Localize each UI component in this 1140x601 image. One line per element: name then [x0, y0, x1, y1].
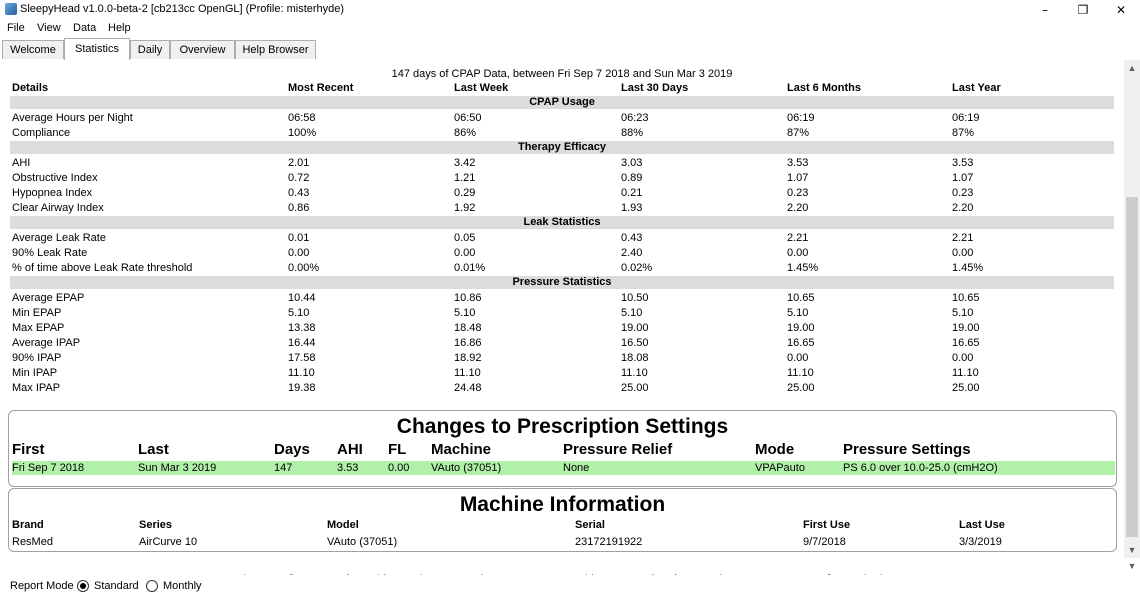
table-row	[10, 126, 1114, 141]
row-value: 0.02%	[621, 262, 653, 274]
row-value: 88%	[621, 127, 644, 139]
row-value: 18.92	[454, 352, 482, 364]
column-header-last-year: Last Year	[952, 82, 1001, 94]
row-value: 0.23	[787, 187, 809, 199]
section-header: Therapy Efficacy	[10, 141, 1114, 154]
mi-last-use: 3/3/2019	[959, 536, 1002, 548]
table-row	[10, 291, 1114, 306]
scroll-down-arrow-icon[interactable]: ▼	[1127, 561, 1137, 571]
row-value: 5.10	[621, 307, 643, 319]
tab-statistics[interactable]: Statistics	[64, 38, 130, 61]
mi-header-model: Model	[327, 519, 359, 531]
section-header: CPAP Usage	[10, 96, 1114, 109]
table-row	[10, 381, 1114, 396]
row-value: 11.10	[787, 367, 814, 379]
row-value: 16.44	[288, 337, 316, 349]
rx-first: Fri Sep 7 2018	[12, 462, 85, 474]
column-header-most-recent: Most Recent	[288, 82, 354, 94]
mi-header-last-use: Last Use	[959, 519, 1005, 531]
row-value: 25.00	[952, 382, 980, 394]
row-value: 0.00	[787, 352, 809, 364]
tab-overview[interactable]: Overview	[170, 40, 235, 59]
mi-header-first-use: First Use	[803, 519, 851, 531]
row-value: 86%	[454, 127, 477, 139]
menu-help[interactable]: Help	[108, 22, 131, 34]
row-value: 24.48	[454, 382, 482, 394]
row-value: 17.58	[288, 352, 316, 364]
mi-first-use: 9/7/2018	[803, 536, 846, 548]
row-value: 3.42	[454, 157, 476, 169]
row-value: 11.10	[952, 367, 979, 379]
row-value: 5.10	[952, 307, 974, 319]
row-value: 18.08	[621, 352, 649, 364]
row-value: 19.38	[288, 382, 316, 394]
row-label: Average Hours per Night	[12, 112, 133, 124]
table-row	[10, 201, 1114, 216]
row-value: 06:19	[952, 112, 980, 124]
row-label: Max IPAP	[12, 382, 61, 394]
row-value: 0.00	[952, 352, 974, 364]
row-value: 10.65	[952, 292, 980, 304]
table-row	[10, 111, 1114, 126]
row-value: 2.20	[787, 202, 809, 214]
window-title: SleepyHead v1.0.0-beta-2 [cb213cc OpenGL] (Profile: misterhyde)	[20, 3, 345, 15]
row-value: 19.00	[952, 322, 980, 334]
title-bar	[0, 0, 1140, 20]
radio-monthly-label[interactable]: Monthly	[163, 580, 202, 592]
prescription-panel	[8, 410, 1117, 487]
row-label: Average IPAP	[12, 337, 81, 349]
table-row	[10, 306, 1114, 321]
tab-daily[interactable]: Daily	[130, 40, 170, 59]
column-header-details: Details	[12, 82, 49, 94]
row-value: 25.00	[787, 382, 815, 394]
table-row	[10, 186, 1114, 201]
row-value: 0.43	[288, 187, 310, 199]
section-header: Pressure Statistics	[10, 276, 1114, 289]
data-summary: 147 days of CPAP Data, between Fri Sep 7 2018 and Sun Mar 3 2019	[391, 68, 733, 80]
row-value: 16.65	[952, 337, 980, 349]
rx-header-first: First	[12, 441, 45, 458]
row-value: 11.10	[621, 367, 648, 379]
mi-series: AirCurve 10	[139, 536, 198, 548]
column-header-last-6-months: Last 6 Months	[787, 82, 861, 94]
row-value: 10.65	[787, 292, 815, 304]
rx-header-mode: Mode	[755, 441, 795, 458]
row-label: 90% Leak Rate	[12, 247, 88, 259]
app-icon	[5, 3, 17, 15]
table-row	[10, 231, 1114, 246]
row-label: Average Leak Rate	[12, 232, 106, 244]
menu-view[interactable]: View	[37, 22, 61, 34]
tab-welcome[interactable]: Welcome	[2, 40, 64, 59]
row-value: 2.21	[952, 232, 974, 244]
scroll-down-icon[interactable]: ▼	[1127, 545, 1137, 555]
prescription-title: Changes to Prescription Settings	[396, 415, 729, 438]
vertical-scrollbar[interactable]	[1124, 60, 1140, 558]
row-value: 0.00	[787, 247, 809, 259]
rx-days: 147	[274, 462, 293, 474]
rx-header-pressure-settings: Pressure Settings	[843, 441, 971, 458]
report-mode-label: Report Mode	[10, 580, 74, 592]
table-row	[10, 171, 1114, 186]
row-value: 0.29	[454, 187, 476, 199]
row-value: 87%	[952, 127, 975, 139]
row-label: % of time above Leak Rate threshold	[12, 262, 193, 274]
rx-pressure-settings: PS 6.0 over 10.0-25.0 (cmH2O)	[843, 462, 998, 474]
column-header-last-week: Last Week	[454, 82, 509, 94]
row-value: 0.43	[621, 232, 643, 244]
rx-mode: VPAPauto	[755, 462, 805, 474]
row-value: 1.07	[952, 172, 974, 184]
row-label: Compliance	[12, 127, 71, 139]
radio-standard[interactable]	[77, 580, 89, 592]
row-value: 3.53	[952, 157, 974, 169]
rx-last: Sun Mar 3 2019	[138, 462, 217, 474]
column-header-last-30-days: Last 30 Days	[621, 82, 689, 94]
rx-pressure-relief: None	[563, 462, 590, 474]
row-value: 18.48	[454, 322, 482, 334]
row-value: 1.21	[454, 172, 476, 184]
row-label: Clear Airway Index	[12, 202, 104, 214]
mi-brand: ResMed	[12, 536, 53, 548]
table-row	[10, 366, 1114, 381]
rx-header-days: Days	[274, 441, 310, 458]
row-value: 87%	[787, 127, 810, 139]
row-value: 0.01%	[454, 262, 486, 274]
rx-header-last: Last	[138, 441, 169, 458]
menu-file[interactable]: File	[7, 22, 25, 34]
rx-header-pressure-relief: Pressure Relief	[563, 441, 673, 458]
prescription-row	[12, 461, 1115, 475]
horizontal-scrollbar[interactable]	[0, 558, 1140, 574]
scroll-thumb[interactable]	[1126, 197, 1138, 537]
rx-header-fl: FL	[388, 441, 407, 458]
row-label: Min IPAP	[12, 367, 58, 379]
mi-header-brand: Brand	[12, 519, 44, 531]
row-value: 10.44	[288, 292, 316, 304]
machine-info-panel	[8, 488, 1117, 552]
row-label: Obstructive Index	[12, 172, 98, 184]
row-value: 16.86	[454, 337, 482, 349]
row-value: 11.10	[454, 367, 481, 379]
row-value: 0.23	[952, 187, 974, 199]
table-row	[10, 321, 1114, 336]
row-value: 10.86	[454, 292, 482, 304]
row-value: 06:23	[621, 112, 649, 124]
mi-header-serial: Serial	[575, 519, 605, 531]
row-value: 3.53	[787, 157, 809, 169]
row-value: 0.00	[288, 247, 310, 259]
machine-info-title: Machine Information	[459, 493, 666, 516]
tab-bar	[0, 38, 1140, 61]
rx-header-machine: Machine	[431, 441, 492, 458]
scroll-up-icon[interactable]: ▲	[1127, 63, 1137, 73]
row-label: Max EPAP	[12, 322, 65, 334]
row-value: 16.50	[621, 337, 649, 349]
row-value: 100%	[288, 127, 317, 139]
row-value: 0.01	[288, 232, 310, 244]
table-row	[10, 336, 1114, 351]
table-row	[10, 246, 1114, 261]
rx-header-ahi: AHI	[337, 441, 363, 458]
row-value: 25.00	[621, 382, 649, 394]
row-label: 90% IPAP	[12, 352, 62, 364]
row-value: 1.93	[621, 202, 643, 214]
tab-help-browser[interactable]: Help Browser	[235, 40, 316, 59]
row-value: 1.92	[454, 202, 476, 214]
row-value: 0.00	[454, 247, 476, 259]
menu-data[interactable]: Data	[73, 22, 97, 34]
mi-header-series: Series	[139, 519, 173, 531]
row-label: Average EPAP	[12, 292, 85, 304]
row-value: 0.21	[621, 187, 643, 199]
mi-model: VAuto (37051)	[327, 536, 398, 548]
row-value: 19.00	[787, 322, 815, 334]
section-header: Leak Statistics	[10, 216, 1114, 229]
row-value: 2.40	[621, 247, 643, 259]
row-value: 0.86	[288, 202, 310, 214]
statistics-report	[0, 60, 1124, 558]
restore-icon[interactable]: ❐	[1077, 3, 1089, 17]
row-value: 5.10	[288, 307, 310, 319]
row-value: 13.38	[288, 322, 316, 334]
mi-serial: 23172191922	[575, 536, 643, 548]
row-label: AHI	[12, 157, 31, 169]
row-value: 0.89	[621, 172, 643, 184]
table-row	[10, 351, 1114, 366]
close-icon[interactable]: ✕	[1115, 3, 1127, 17]
row-label: Hypopnea Index	[12, 187, 93, 199]
row-value: 1.45%	[952, 262, 984, 274]
row-value: 5.10	[787, 307, 809, 319]
row-value: 2.20	[952, 202, 974, 214]
row-value: 3.03	[621, 157, 643, 169]
row-value: 1.45%	[787, 262, 819, 274]
row-value: 11.10	[288, 367, 315, 379]
rx-fl: 0.00	[388, 462, 410, 474]
row-value: 06:58	[288, 112, 316, 124]
table-row	[10, 261, 1114, 276]
row-value: 0.72	[288, 172, 310, 184]
row-value: 0.00%	[288, 262, 320, 274]
row-value: 10.50	[621, 292, 649, 304]
row-label: Min EPAP	[12, 307, 62, 319]
minimize-icon[interactable]: –	[1042, 3, 1048, 17]
row-value: 5.10	[454, 307, 476, 319]
row-value: 16.65	[787, 337, 815, 349]
row-value: 1.07	[787, 172, 809, 184]
row-value: 0.00	[952, 247, 974, 259]
menu-bar	[0, 20, 1140, 38]
row-value: 0.05	[454, 232, 476, 244]
row-value: 06:50	[454, 112, 482, 124]
row-value: 06:19	[787, 112, 815, 124]
row-value: 2.01	[288, 157, 310, 169]
table-row	[10, 156, 1114, 171]
row-value: 19.00	[621, 322, 649, 334]
radio-standard-label[interactable]: Standard	[94, 580, 139, 592]
radio-monthly[interactable]	[146, 580, 158, 592]
rx-machine: VAuto (37051)	[431, 462, 502, 474]
report-mode-bar	[0, 577, 1140, 597]
row-value: 2.21	[787, 232, 809, 244]
rx-ahi: 3.53	[337, 462, 359, 474]
